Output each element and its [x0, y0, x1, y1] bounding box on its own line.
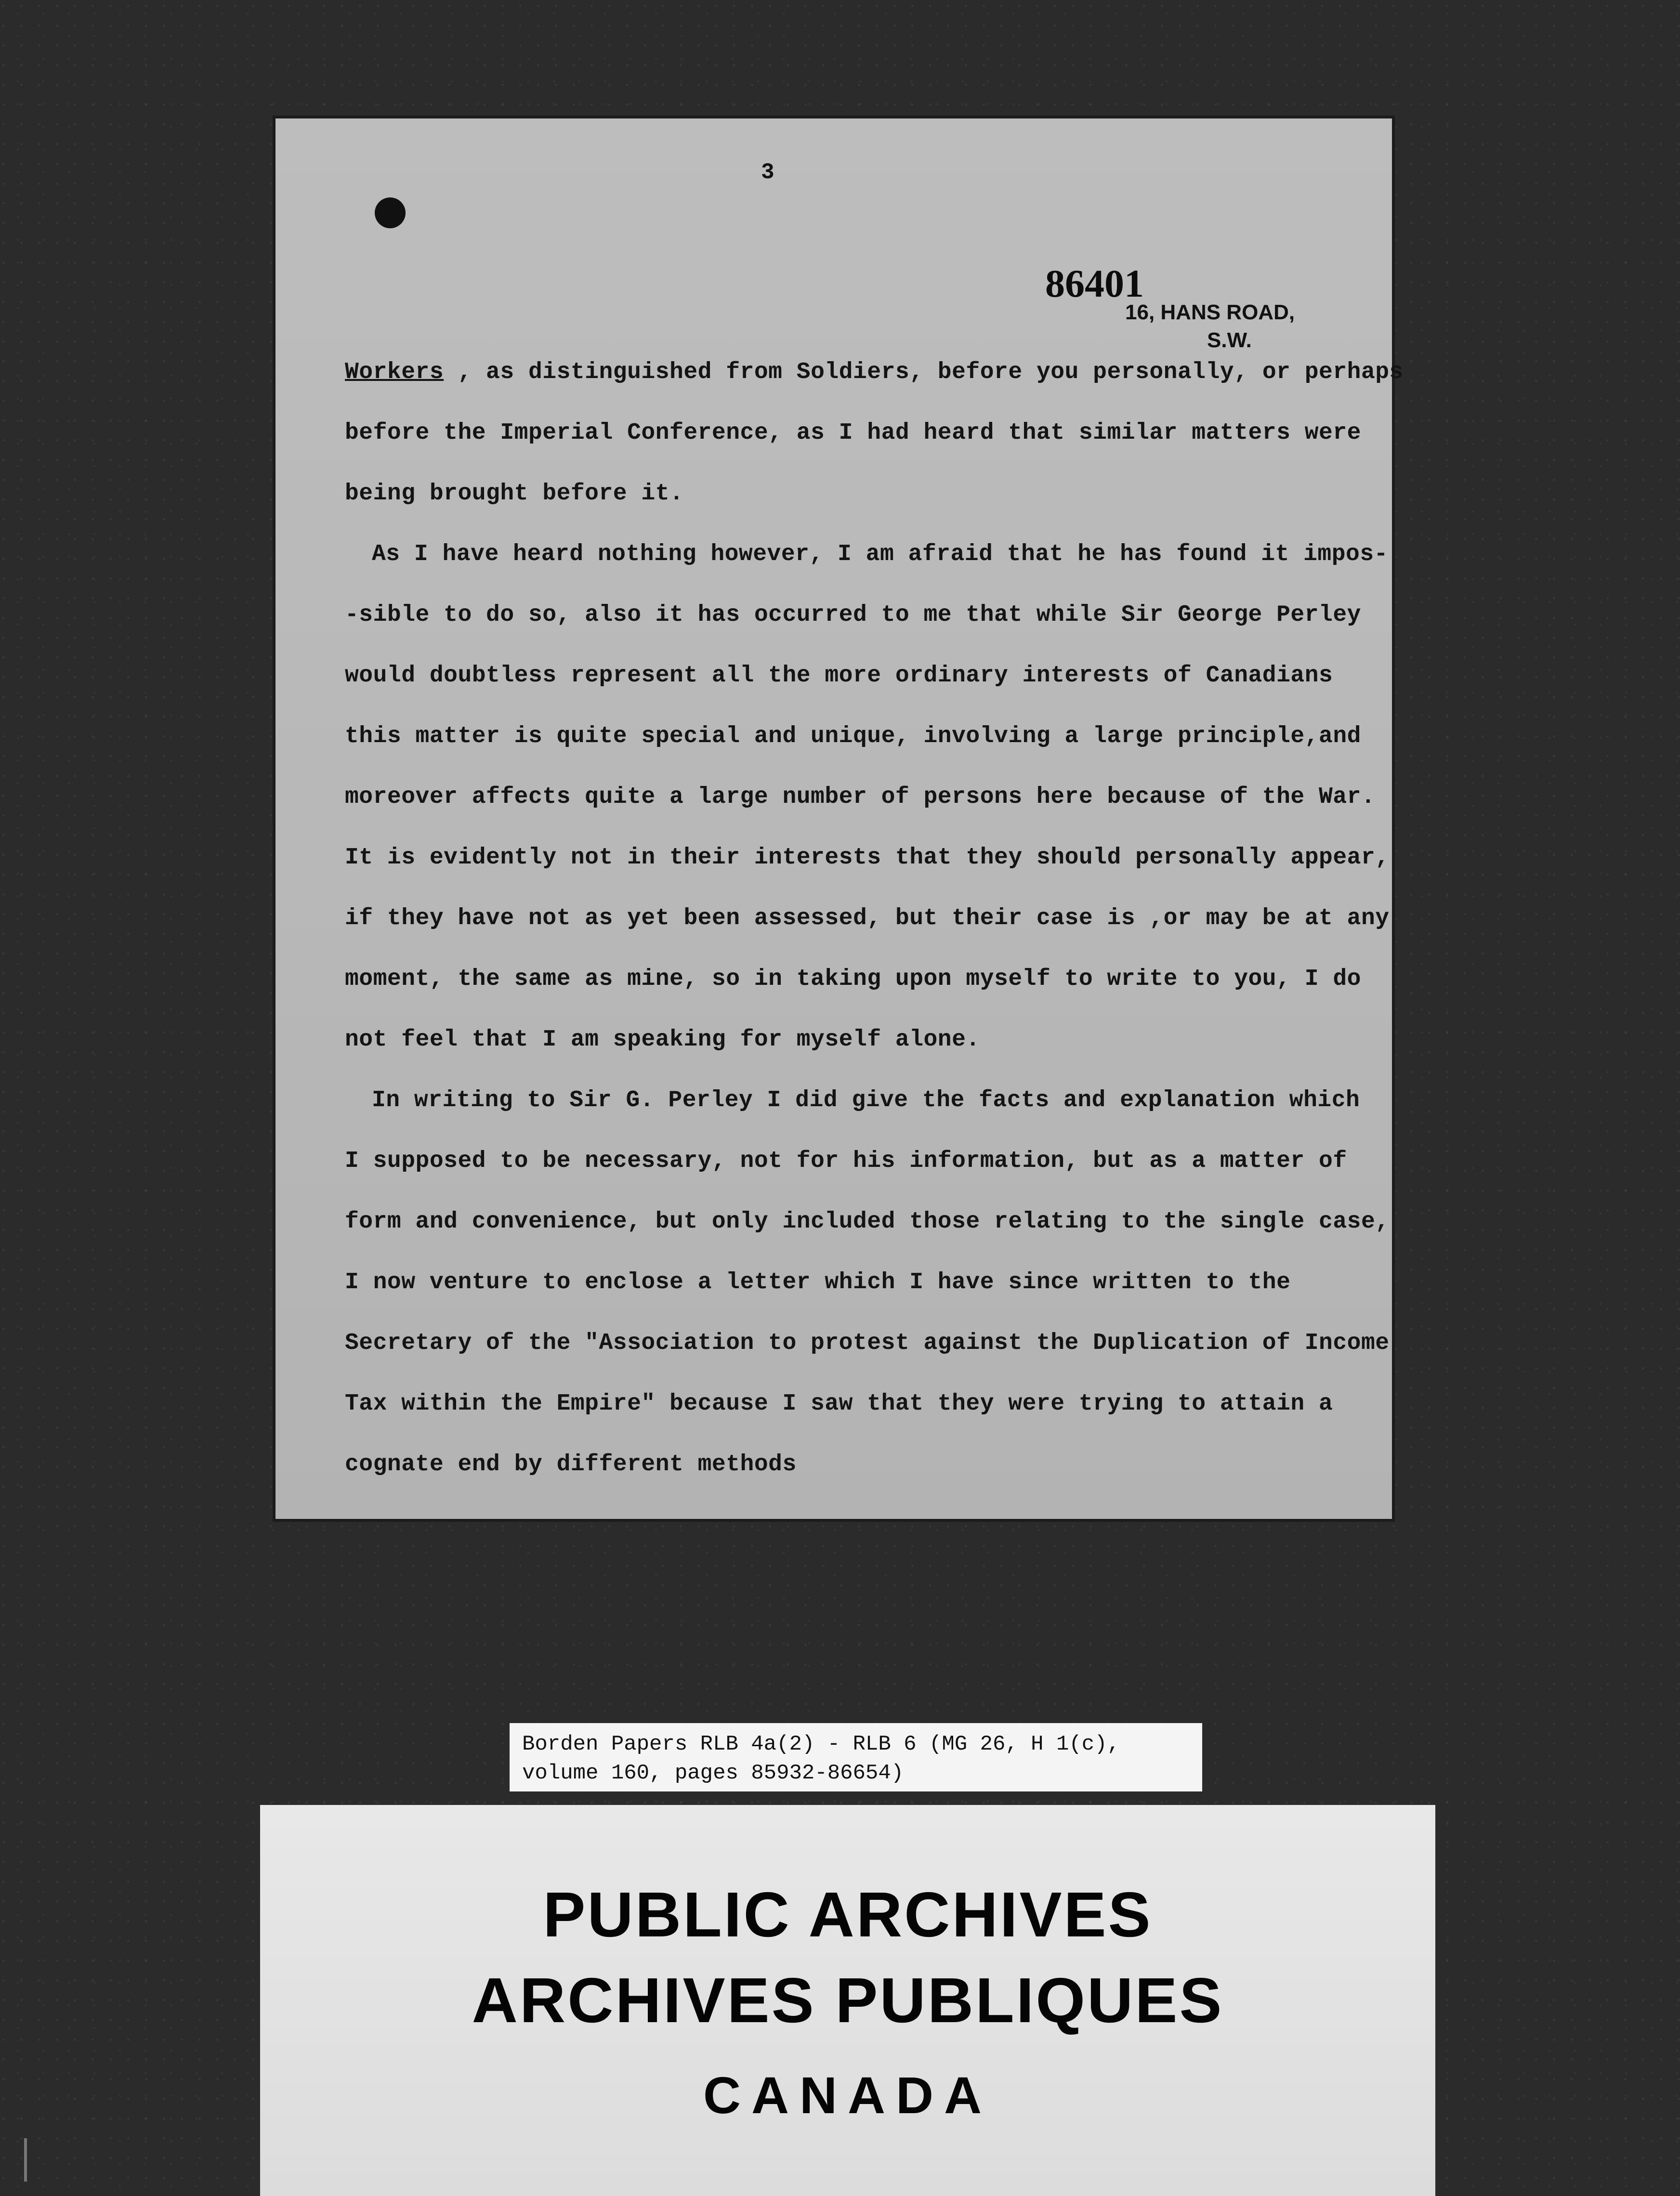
letter-body-line: -sible to do so, also it has occurred to me that while Sir George Perley — [345, 602, 1361, 628]
letter-body-line: As I have heard nothing however, I am afraid that he has found it impos- — [372, 541, 1388, 567]
letter-body-line: It is evidently not in their interests that they should personally appear, — [345, 845, 1390, 871]
letterhead-line-2: S.W. — [1207, 328, 1252, 352]
archives-title-french: ARCHIVES PUBLIQUES — [472, 1965, 1224, 2036]
letter-body-line: moment, the same as mine, so in taking upon myself to write to you, I do — [345, 966, 1361, 992]
letter-body-line: Tax within the Empire" because I saw that they were trying to attain a — [345, 1391, 1333, 1417]
hole-punch-mark — [375, 197, 406, 228]
letter-body-line: cognate end by different methods — [345, 1451, 797, 1477]
letter-body-line: form and convenience, but only included those relating to the single case, — [345, 1209, 1390, 1235]
citation-slip — [510, 1723, 1202, 1791]
letter-body-line: Secretary of the "Association to protest against the Duplication of Income — [345, 1330, 1390, 1356]
page-number: 3 — [761, 160, 774, 185]
archives-card — [260, 1805, 1435, 2196]
citation-line-2: volume 160, pages 85932-86654) — [522, 1761, 904, 1785]
letter-body-line: moreover affects quite a large number of persons here because of the War. — [345, 784, 1376, 810]
archives-title-english: PUBLIC ARCHIVES — [543, 1879, 1153, 1950]
letter-body-line: before the Imperial Conference, as I had heard that similar matters were — [345, 420, 1361, 446]
letterhead-line-1: 16, HANS ROAD, — [1125, 301, 1295, 324]
letter-body-line: I now venture to enclose a letter which I have since written to the — [345, 1269, 1291, 1295]
letter-body-line: In writing to Sir G. Perley I did give the facts and explanation which — [372, 1087, 1360, 1113]
letter-body-line: being brought before it. — [345, 481, 684, 507]
letter-body-line: not feel that I am speaking for myself alone. — [345, 1027, 980, 1053]
letter-body-line: if they have not as yet been assessed, but their case is ,or may be at any — [345, 905, 1390, 931]
citation-line-1: Borden Papers RLB 4a(2) - RLB 6 (MG 26, H 1(c), — [522, 1732, 1120, 1756]
letter-page — [273, 116, 1404, 1522]
archives-country: CANADA — [703, 2066, 992, 2124]
letter-body-line: Workers , as distinguished from Soldiers, before you personally, or perhaps — [345, 359, 1404, 385]
letter-body-line: would doubtless represent all the more ordinary interests of Canadians — [345, 663, 1333, 689]
frame-edge-mark — [24, 2138, 27, 2182]
letter-body-line: I supposed to be necessary, not for his information, but as a matter of — [345, 1148, 1347, 1174]
folio-number: 86401 — [1045, 261, 1144, 305]
underlined-word: Workers — [345, 359, 444, 385]
letter-body — [345, 342, 1404, 1495]
letter-body-line: this matter is quite special and unique, involving a large principle,and — [345, 723, 1361, 749]
